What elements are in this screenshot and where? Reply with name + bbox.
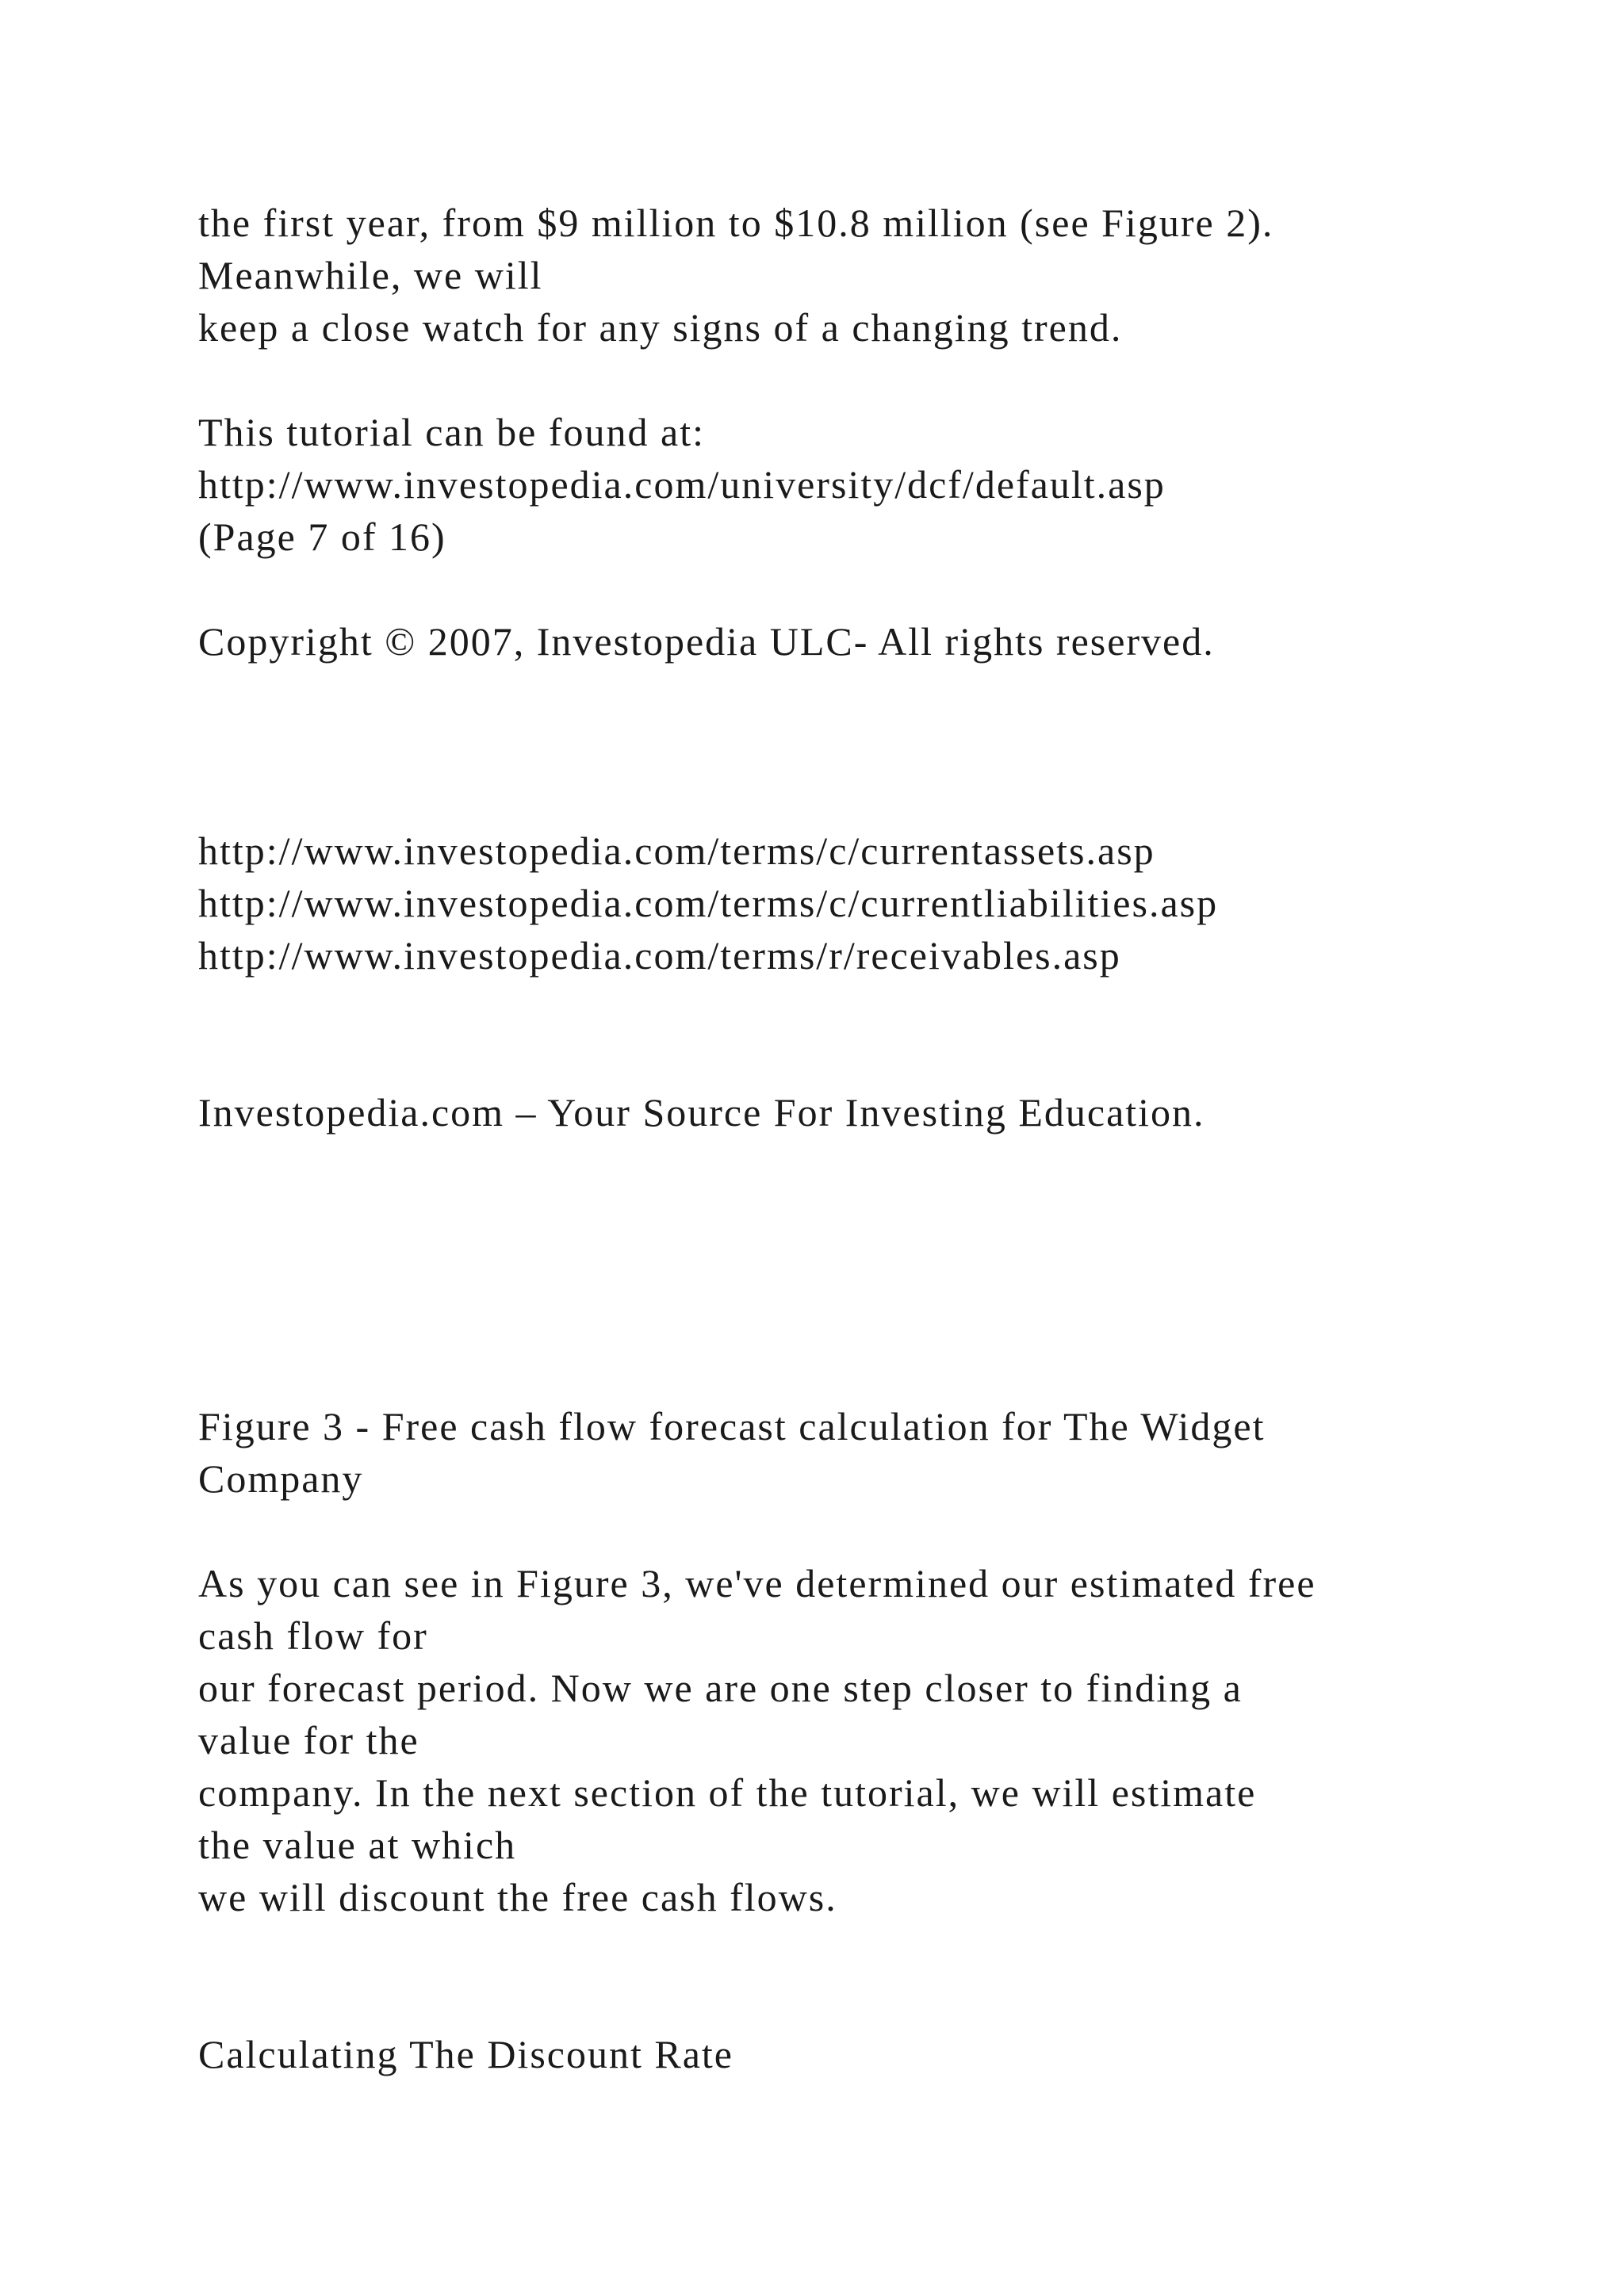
paragraph-2-line-3: our forecast period. Now we are one step closer to finding a: [198, 1666, 1243, 1710]
paragraph-2-line-4: value for the: [198, 1718, 419, 1762]
tagline: Investopedia.com – Your Source For Investing Education.: [198, 1090, 1205, 1135]
paragraph-2-line-1: As you can see in Figure 3, we've determined our estimated free: [198, 1561, 1316, 1605]
reference-link-current-assets: http://www.investopedia.com/terms/c/currentassets.asp: [198, 828, 1155, 873]
paragraph-1-line-3: keep a close watch for any signs of a changing trend.: [198, 305, 1123, 350]
page-indicator: (Page 7 of 16): [198, 515, 446, 559]
paragraph-1-line-1: the first year, from $9 million to $10.8 million (see Figure 2).: [198, 201, 1274, 245]
source-note-line: This tutorial can be found at:: [198, 410, 706, 454]
section-heading: Calculating The Discount Rate: [198, 2032, 733, 2076]
reference-link-receivables: http://www.investopedia.com/terms/r/receivables.asp: [198, 933, 1121, 978]
copyright-notice: Copyright © 2007, Investopedia ULC- All rights reserved.: [198, 619, 1215, 664]
figure-caption-line-1: Figure 3 - Free cash flow forecast calculation for The Widget: [198, 1404, 1266, 1448]
reference-link-current-liabilities: http://www.investopedia.com/terms/c/currentliabilities.asp: [198, 881, 1219, 925]
paragraph-2-line-5: company. In the next section of the tutorial, we will estimate: [198, 1770, 1257, 1815]
tutorial-url: http://www.investopedia.com/university/dcf/default.asp: [198, 462, 1166, 507]
paragraph-1-line-2: Meanwhile, we will: [198, 253, 543, 297]
paragraph-2-line-6: the value at which: [198, 1823, 517, 1867]
figure-caption-line-2: Company: [198, 1456, 364, 1501]
paragraph-2-line-2: cash flow for: [198, 1613, 428, 1658]
paragraph-2-line-7: we will discount the free cash flows.: [198, 1875, 837, 1919]
